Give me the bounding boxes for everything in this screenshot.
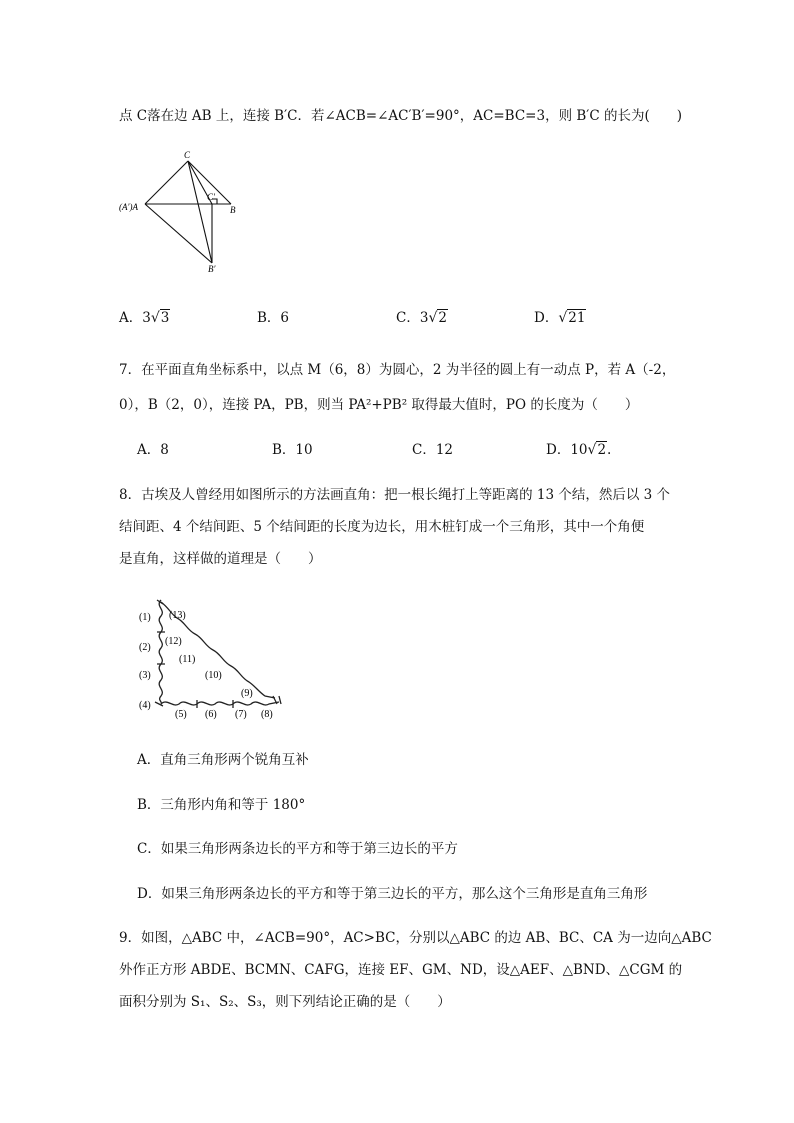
knot-label: (10) (205, 670, 222, 681)
knot-label: (9) (241, 688, 253, 699)
label-b-prime: B′ (208, 264, 216, 274)
label-c-prime: C′ (207, 192, 215, 202)
knot-label: (6) (205, 709, 217, 720)
q6-option-a[interactable]: A．3√3 (119, 310, 170, 326)
knot-label: (3) (139, 670, 151, 681)
q6-stem: 点 C落在边 AB 上，连接 B′C．若∠ACB=∠AC′B′=90°，AC=BC=3，则 B′C 的长为( ) (119, 108, 683, 124)
q8-option-c[interactable]: C．如果三角形两条边长的平方和等于第三边长的平方 (137, 841, 458, 857)
sqrt-symbol: √2 (428, 310, 447, 326)
q7-option-d[interactable]: D．10√2. (546, 442, 612, 458)
q8-option-a[interactable]: A．直角三角形两个锐角互补 (137, 752, 309, 768)
q8-line-3: 是直角，这样做的道理是（ ） (119, 551, 322, 567)
q8-rope-figure (135, 592, 285, 720)
label-c: C (184, 150, 191, 160)
q9-line-3: 面积分别为 S₁、S₂、S₃，则下列结论正确的是（ ） (119, 994, 451, 1010)
q7-option-a[interactable]: A．8 (137, 442, 169, 458)
q8-option-b[interactable]: B．三角形内角和等于 180° (137, 797, 306, 813)
knot-label: (2) (139, 642, 151, 653)
q6-option-c[interactable]: C．3√2 (396, 310, 447, 326)
segment-ac (145, 161, 188, 204)
knot-label: (11) (179, 654, 196, 665)
q6-option-d[interactable]: D．√21 (534, 310, 586, 326)
knot-label: (12) (165, 636, 182, 647)
sqrt-symbol: √21 (558, 310, 586, 326)
q9-line-1: 9．如图，△ABC 中，∠ACB=90°，AC>BC，分别以△ABC 的边 AB、BC、CA 为一边向△ABC (119, 930, 712, 946)
q7-line-1: 7．在平面直角坐标系中，以点 M（6，8）为圆心，2 为半径的圆上有一动点 P，若 A（-2， (119, 362, 676, 378)
q8-option-d[interactable]: D．如果三角形两条边长的平方和等于第三边长的平方，那么这个三角形是直角三角形 (137, 886, 648, 902)
knot-label: (8) (261, 709, 273, 720)
sqrt-symbol: √3 (150, 310, 170, 326)
segment-ab-prime (145, 204, 212, 263)
q7-option-c[interactable]: C．12 (412, 442, 454, 458)
label-a: (A′)A (119, 202, 138, 212)
knot-label: (13) (169, 610, 186, 621)
label-b: B (230, 205, 236, 215)
knot-label: (1) (139, 612, 151, 623)
rope-horizontal (161, 702, 279, 705)
rope-vertical (159, 600, 162, 704)
q9-line-2: 外作正方形 ABDE、BCMN、CAFG，连接 EF、GM、ND，设△AEF、△BND、△CGM 的 (119, 962, 683, 978)
sqrt-symbol: √2 (587, 442, 607, 458)
q7-line-2: 0），B（2，0），连接 PA，PB，则当 PA²+PB² 取得最大值时，PO 的长度为（ ） (119, 397, 639, 413)
q8-line-2: 结间距、4 个结间距、5 个结间距的长度为边长，用木桩钉成一个三角形，其中一个角便 (119, 519, 645, 535)
knot-label: (7) (235, 709, 247, 720)
segment-b-prime-c (188, 161, 212, 263)
knot-label: (5) (175, 709, 187, 720)
q6-option-b[interactable]: B．6 (257, 310, 290, 326)
q6-figure (115, 148, 255, 276)
q7-option-b[interactable]: B．10 (272, 442, 313, 458)
knot-label: (4) (139, 700, 151, 711)
q8-line-1: 8．古埃及人曾经用如图所示的方法画直角：把一根长绳打上等距离的 13 个结，然后以 3 个 (119, 487, 671, 503)
